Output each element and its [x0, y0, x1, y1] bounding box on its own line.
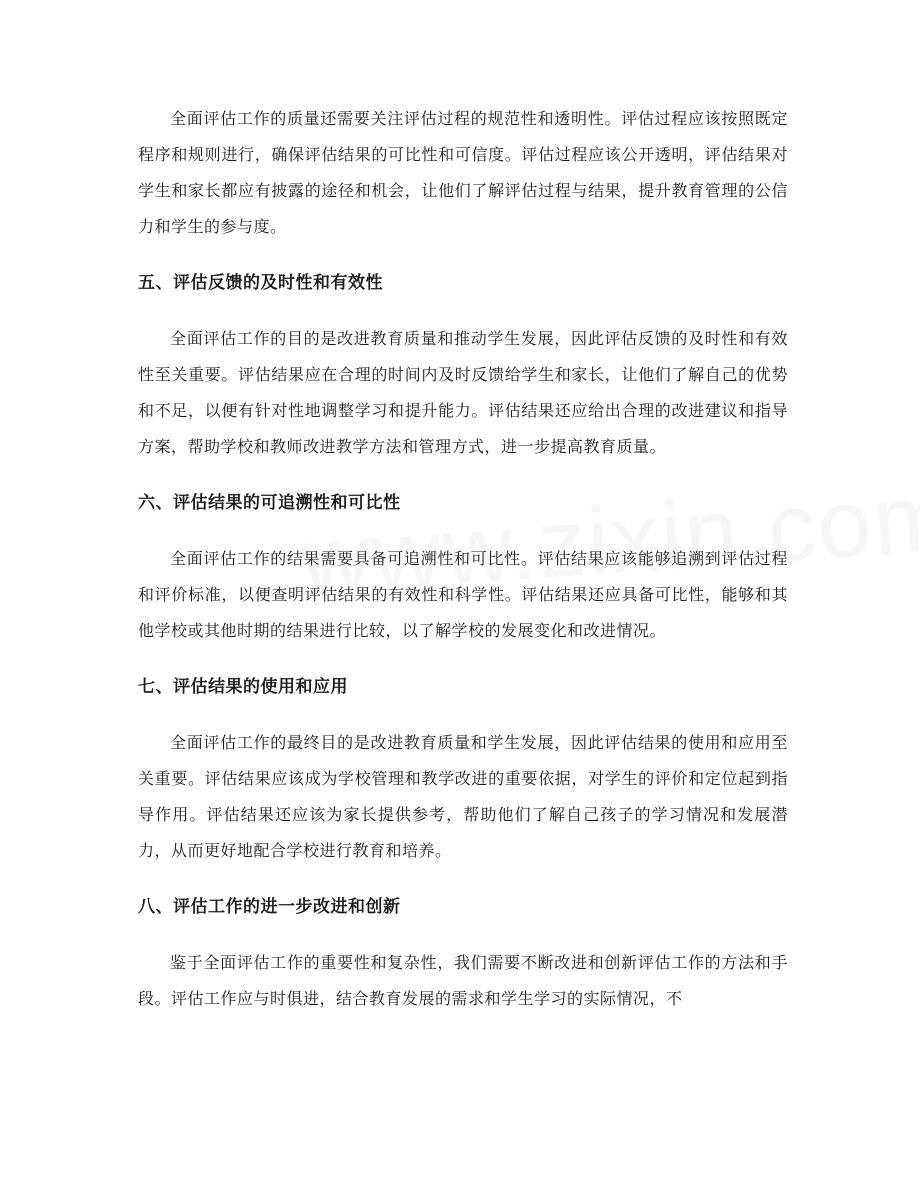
section-heading-7: 七、评估结果的使用和应用	[138, 677, 348, 697]
document-body	[138, 101, 788, 1017]
section-heading-8: 八、评估工作的进一步改进和创新	[138, 897, 401, 917]
paragraph-feedback: 全面评估工作的目的是改进教育质量和推动学生发展，因此评估反馈的及时性和有效性至关重要。评估结果应在合理的时间内及时反馈给学生和家长，让他们了解自己的优势和不足，以便有针对性地调整学习和提升能力。评估结果还应给出合理的改进建议和指导方案，帮助学校和教师改进教学方法和管理方式，进一步提高教育质量。	[138, 329, 788, 456]
paragraph-innovation: 鉴于全面评估工作的重要性和复杂性，我们需要不断改进和创新评估工作的方法和手段。评估工作应与时俱进，结合教育发展的需求和学生学习的实际情况，不	[138, 953, 788, 1008]
section-heading-6: 六、评估结果的可追溯性和可比性	[138, 493, 401, 513]
section-heading-5: 五、评估反馈的及时性和有效性	[138, 273, 383, 293]
paragraph-transparency: 全面评估工作的质量还需要关注评估过程的规范性和透明性。评估过程应该按照既定程序和规则进行，确保评估结果的可比性和可信度。评估过程应该公开透明，评估结果对学生和家长都应有披露的途径和机会，让他们了解评估过程与结果，提升教育管理的公信力和学生的参与度。	[138, 109, 788, 236]
paragraph-usage: 全面评估工作的最终目的是改进教育质量和学生发展，因此评估结果的使用和应用至关重要。评估结果应该成为学校管理和教学改进的重要依据，对学生的评价和定位起到指导作用。评估结果还应该为家长提供参考，帮助他们了解自己孩子的学习情况和发展潜力，从而更好地配合学校进行教育和培养。	[138, 733, 788, 860]
paragraph-traceability: 全面评估工作的结果需要具备可追溯性和可比性。评估结果应该能够追溯到评估过程和评价标准，以便查明评估结果的有效性和科学性。评估结果还应具备可比性，能够和其他学校或其他时期的结果进行比较，以了解学校的发展变化和改进情况。	[138, 549, 788, 640]
